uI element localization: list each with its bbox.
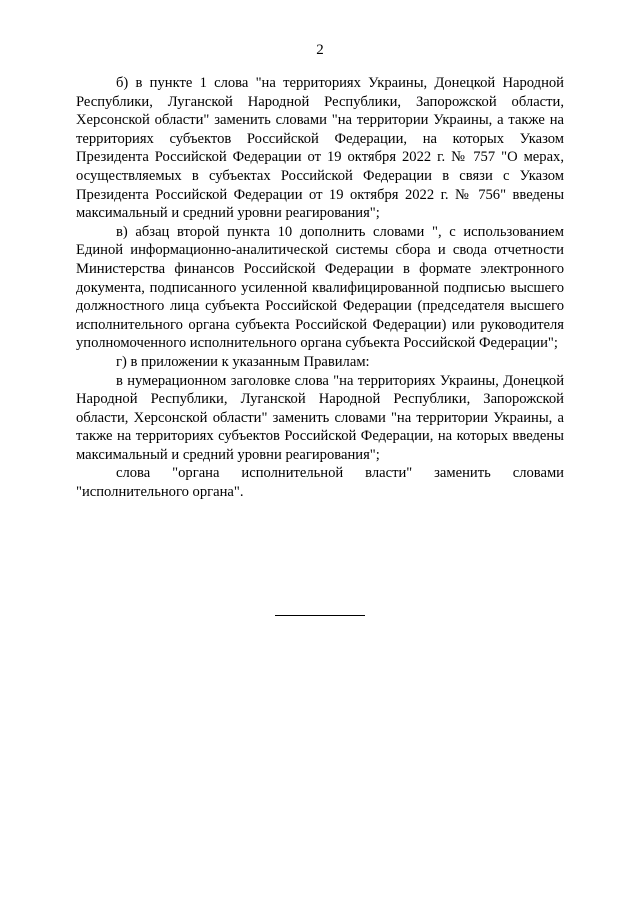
page-number: 2 [316,42,324,58]
paragraph-numbered-heading: в нумерационном заголовке слова "на территориях Украины, Донецкой Народной Республики, Луганской Народной Республики, Запорожской области, Херсонской области" заменить словами "на территории Украины, а также на территориях субъектов Российской Федерации, на которых введены максимальный и средний уровни реагирования"; [76,372,564,463]
end-separator-line [275,615,365,616]
paragraph-words-replacement: слова "органа исполнительной власти" заменить словами "исполнительного органа". [76,465,564,501]
paragraph-g: г) в приложении к указанным Правилам: [116,353,370,370]
document-body [76,74,564,502]
paragraph-b: б) в пункте 1 слова "на территориях Украины, Донецкой Народной Республики, Луганской Народной Республики, Запорожской области, Херсонской области" заменить словами "на территории Украины, а также на территориях субъектов Российской Федерации, на которых Указом Президента Российской Федерации от 19 октября 2022 г. № 757 "О мерах, осуществляемых в субъектах Российской Федерации в связи с Указом Президента Российской Федерации от 19 октября 2022 г. № 756" введены максимальный и средний уровни реагирования"; [76,75,564,222]
paragraph-v: в) абзац второй пункта 10 дополнить словами ", с использованием Единой информационно-аналитической системы сбора и свода отчетности Министерства финансов Российской Федерации в формате электронного документа, подписанного усиленной квалифицированной подписью высшего должностного лица субъекта Российской Федерации (председателя высшего исполнительного органа субъекта Российской Федерации) или руководителя уполномоченного исполнительного органа субъекта Российской Федерации"; [76,223,564,352]
